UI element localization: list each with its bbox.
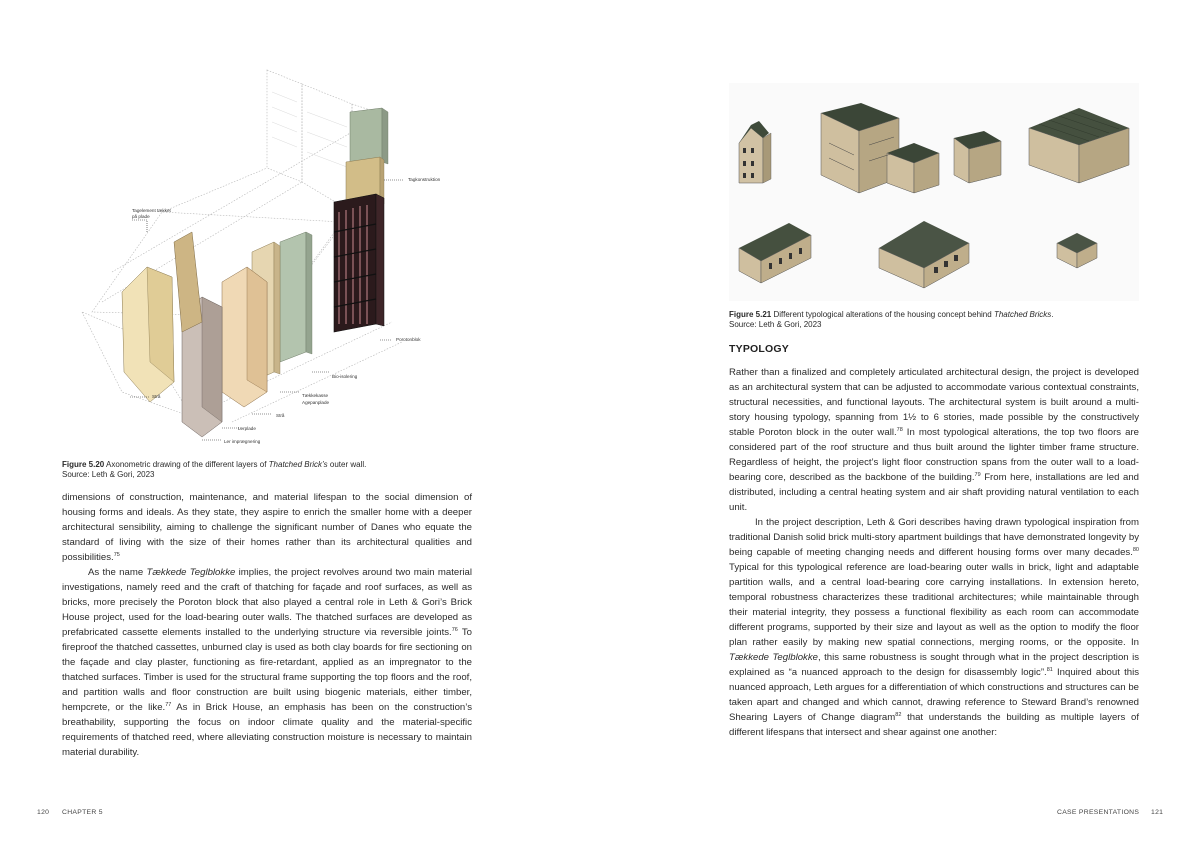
footnote-ref[interactable]: 81: [1046, 666, 1053, 673]
right-body-text: [729, 365, 1139, 740]
bio-insulation-panel: [280, 232, 306, 362]
caption-text-end: .: [1051, 310, 1054, 319]
label-bio-isolering: Bio-isolering: [332, 374, 358, 379]
axonometric-wall-layers-drawing: [62, 62, 482, 452]
label-straa-front: Strå: [152, 394, 161, 399]
label-lerplade: Lerplade: [238, 426, 256, 431]
page-number: 120: [37, 809, 50, 816]
label-agepanplade: Agepanplade: [302, 400, 330, 405]
caption-italic: Thatched Brick’s: [268, 460, 328, 469]
paragraph: As the name Tækkede Teglblokke implies, the project revolves around two main material investigations, namely reed and the craft of thatching for façade and roof surfaces, as well as bricks, more precisely the Poroton block that also played a central role in Leth & Gori’s Brick House project, used for the load-bearing outer walls. The thatched surfaces are developed as prefabricated cassette elements installed to the underlying structure via reversible joints.$^{76}$ To fireproof the thatched cassettes, unburned clay is used as both clay boards for fire sectioning on the façade and clay plaster, functioning as fire-retardant, applied as an impregnator to the thatched surfaces. Timber is used for the structural frame supporting the top floors and the roof, and partition walls and floor construction are built using biogenic materials, either timber, hempcrete, or the like.$^{77}$ As in Brick House, an emphasis has been on the construction’s breathability, supporting the focus on indoor climate quality and the material-specific requirements of thatched reed, where alleviating construction moisture is necessary to maintain material durability.: [62, 567, 473, 758]
roof-hatching: [272, 92, 347, 167]
footnote-ref[interactable]: 79: [974, 471, 981, 478]
paragraph: dimensions of construction, maintenance, and material lifespan to the social dimension of housing forms and ideals. As they state, they aspire to enrich the smaller home with a deeper architectural sensibility, aiming to challenge the significant number of Danes who equate the standard of living with the size of their homes rather than its architectural qualities and possibilities.$^{75}$: [62, 492, 472, 563]
footnote-ref[interactable]: 78: [896, 426, 903, 433]
figure-label: Figure 5.20: [62, 460, 105, 469]
typology-thumbnails: [729, 83, 1139, 301]
caption-source: Source: Leth & Gori, 2023: [729, 320, 822, 329]
footnote-ref[interactable]: 80: [1132, 546, 1139, 553]
paragraph: In the project description, Leth & Gori describes having drawn typological inspiration from traditional Danish solid brick multi-story apartment buildings that have demonstrated longevity by being capable of meeting changing needs and different housing forms over many decades.$^{80}$ Typical for this typological reference are load-bearing outer walls in brick, light and adaptable partition walls, and a central load-bearing core carrying installations. In extension hereto, temporal robustness characterizes these traditional architectures; while maintainable through their material integrity, they possess a functional flexibility as each room can accommodate different programs, supported by their size and layout as well as the option to modify the floor plan rather easily by making new spatial connections, merging rooms, or the opposite. In Tækkede Teglblokke, this same robustness is sought through what in the project description is explained as “a nuanced approach to the design for disassembly logic”.$^{81}$ Inquired about this nuanced approach, Leth argues for a differentiation of which constructions and structures can be taken apart and changed and which cannot, drawing reference to Steward Brand’s renowned Shearing Layers of Change diagram$^{82}$ that understands the building as multiple layers of different lifespans that intersect and shear against one another:: [729, 517, 1140, 738]
section-running-footer: CASE PRESENTATIONS: [1057, 809, 1140, 816]
figure-5-20-caption: [62, 460, 472, 480]
caption-source: Source: Leth & Gori, 2023: [62, 470, 155, 479]
paragraph: Rather than a finalized and completely articulated architectural design, the project is developed as an architectural system that can be adjusted to accommodate various contextual constraints, structural necessities, and functional layouts. The architectural system is built around a multi-story housing typology, spanning from 1½ to 6 stories, made possible by the constructively stable Poroton block in the outer wall.$^{78}$ In most typological alterations, the top two floors are considered part of the roof structure and thus built around the lighter timber frame structure. Regardless of height, the project’s light floor construction spans from the outer wall to a load-bearing core, described as the backbone of the building.$^{79}$ From here, installations are led and distributed, including a central heating system and air shaft providing natural ventilation to each unit.: [729, 367, 1140, 513]
label-straa: Strå: [276, 413, 285, 418]
section-heading: TYPOLOGY: [729, 343, 789, 355]
caption-italic: Thatched Bricks: [993, 310, 1052, 319]
caption-text: Axonometric drawing of the different layers of: [106, 460, 267, 469]
footnote-ref[interactable]: 76: [451, 626, 458, 633]
label-ler-impraegnering: Ler imprægnering: [224, 439, 261, 444]
caption-text: Different typological alterations of the housing concept behind: [773, 310, 992, 319]
footnote-ref[interactable]: 82: [895, 711, 902, 718]
figure-5-21-caption: [729, 310, 1139, 330]
chapter-running-footer: CHAPTER 5: [62, 809, 103, 816]
footnote-ref[interactable]: 77: [165, 701, 172, 708]
label-tagelement: Tagelement tækket: [132, 208, 171, 213]
clay-impregnation-panel: [174, 232, 202, 332]
label-poroton: Porotonblok: [396, 337, 421, 342]
label-tagkonstruktion: Tagkonstruktion: [408, 177, 441, 182]
label-taekkekasse: Tækkekasse: [302, 393, 329, 398]
figure-label: Figure 5.21: [729, 310, 772, 319]
left-body-text: [62, 490, 472, 760]
label-tagelement-line2: på plade: [132, 214, 150, 219]
poroton-block-stack: [334, 194, 384, 332]
caption-text-end: outer wall.: [329, 460, 367, 469]
footnote-ref[interactable]: 75: [113, 551, 120, 558]
page-number: 121: [1151, 809, 1164, 816]
